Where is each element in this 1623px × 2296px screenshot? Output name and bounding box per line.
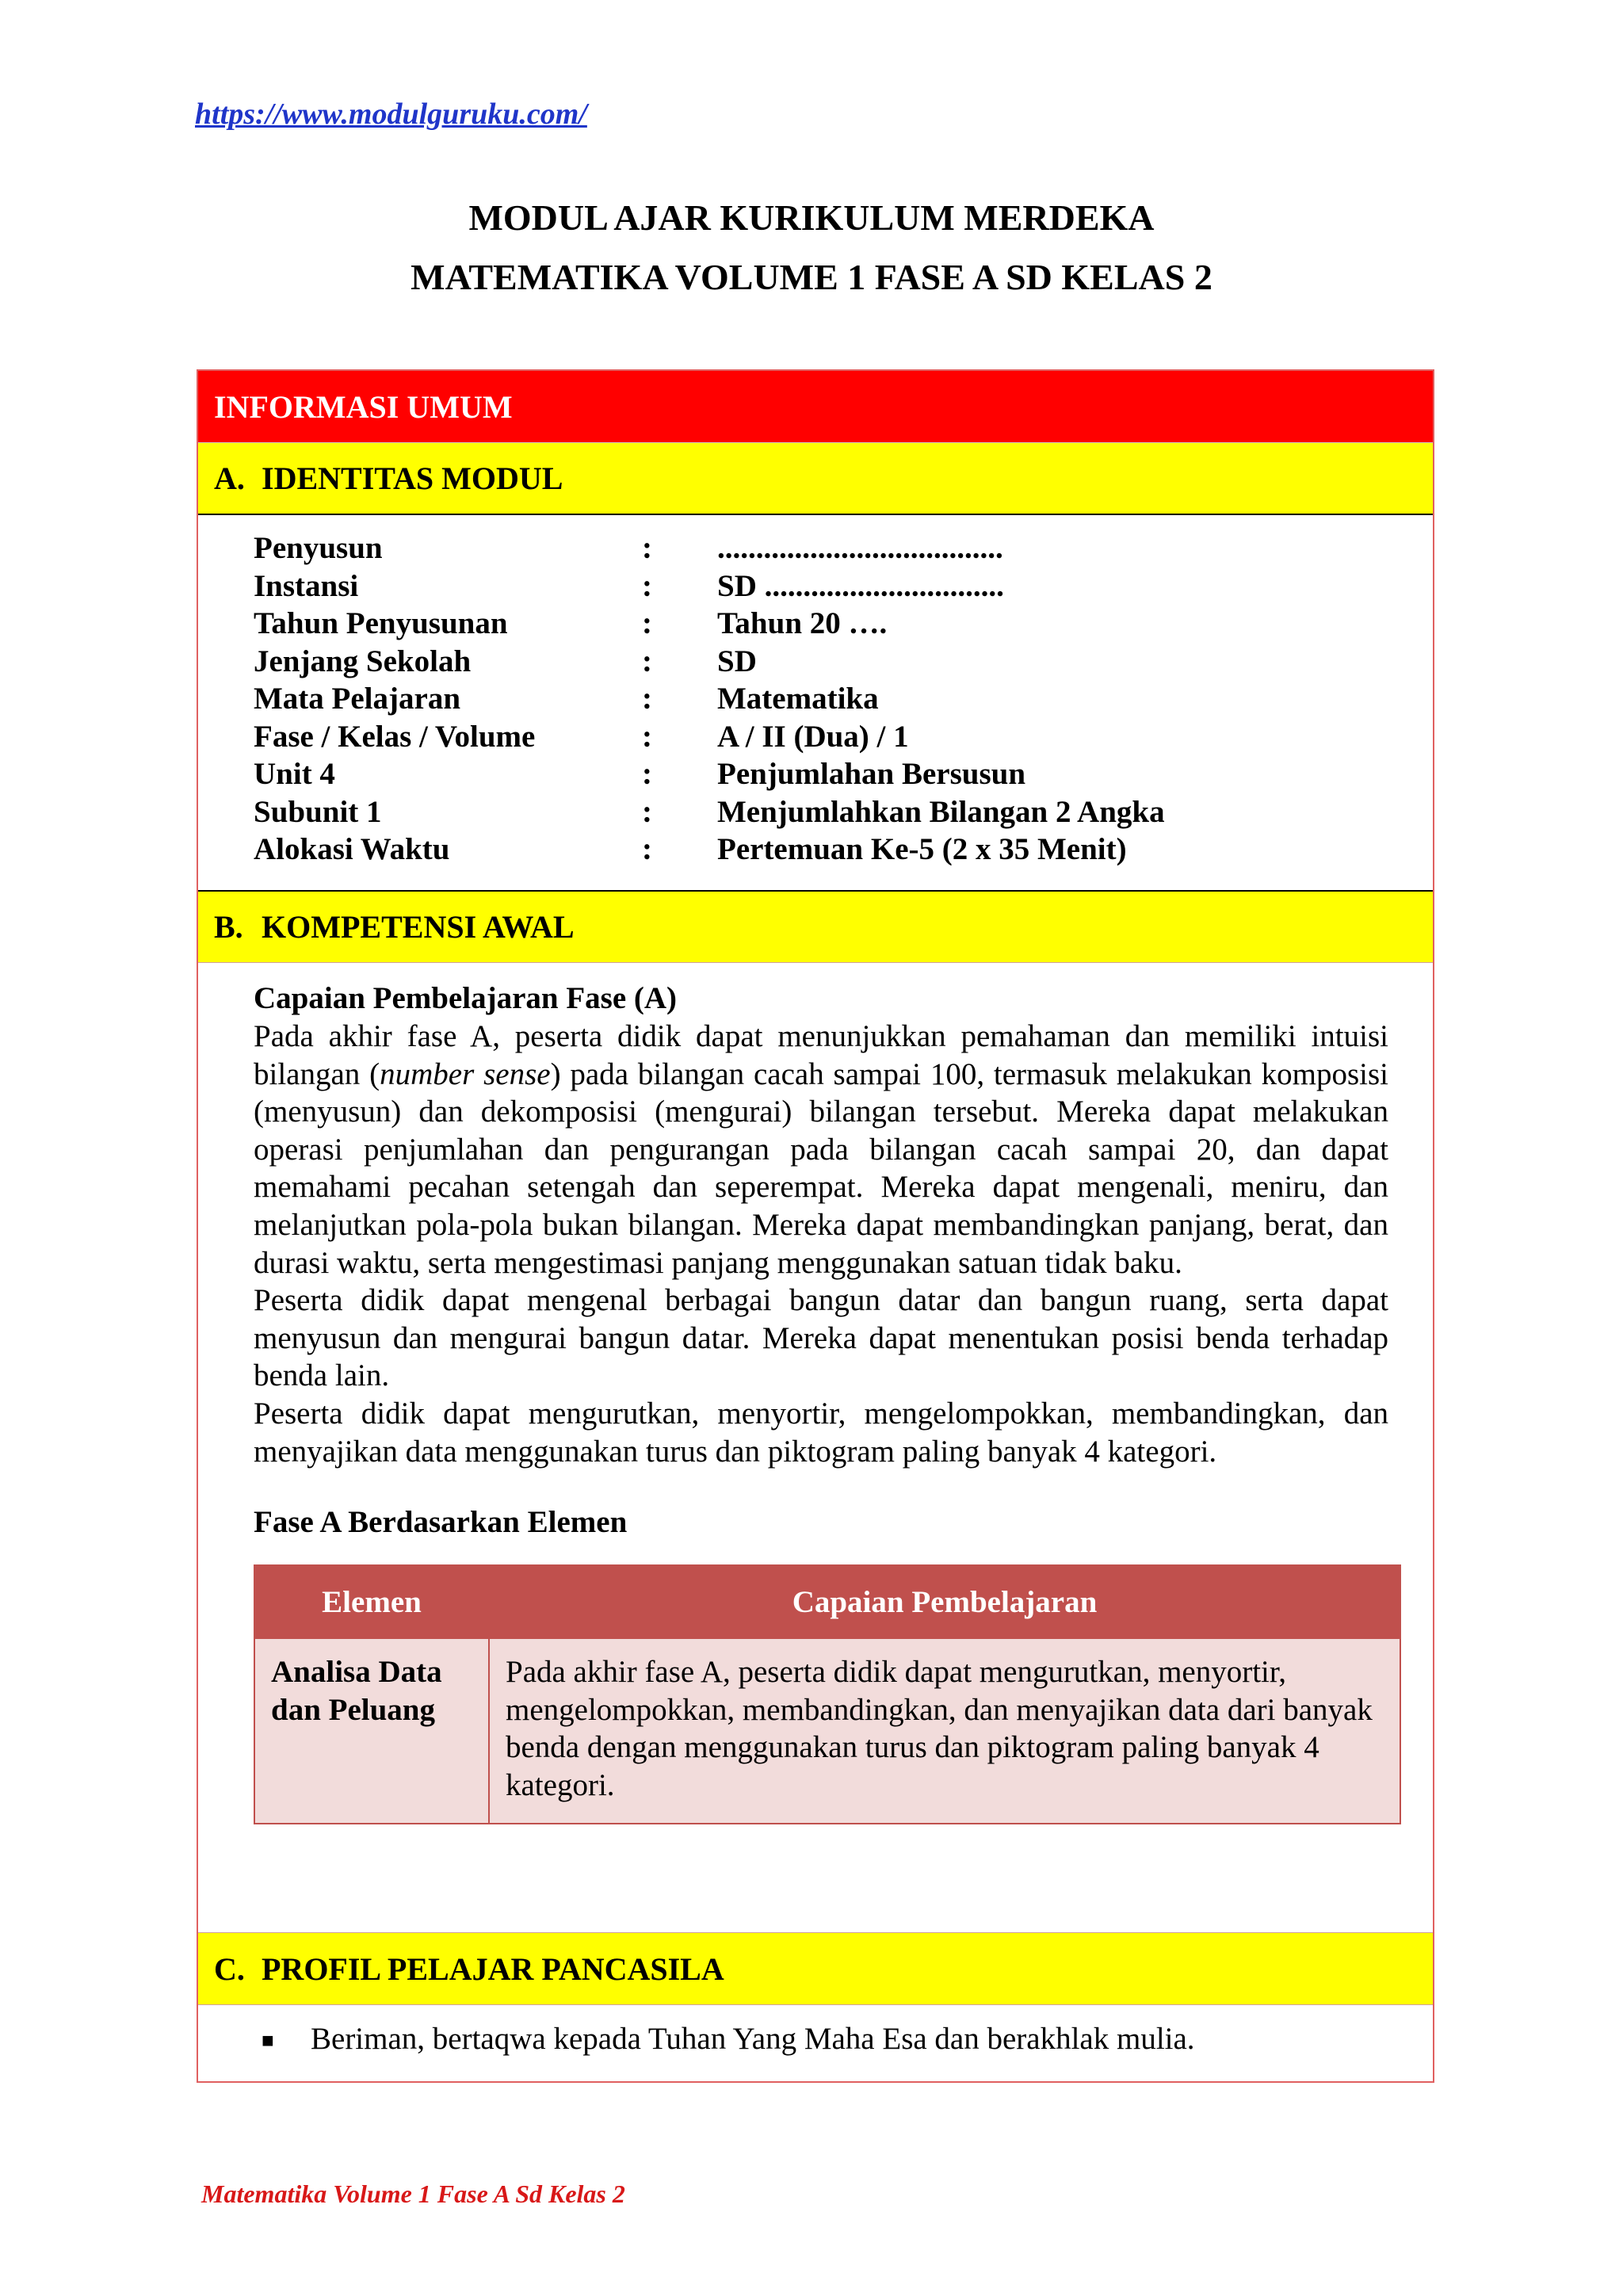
kompetensi-awal-content bbox=[254, 980, 1388, 1470]
section-b-header bbox=[198, 890, 1433, 963]
table-cell-elemen: Analisa Data dan Peluang bbox=[254, 1638, 489, 1824]
identity-colon: : bbox=[642, 644, 652, 678]
identity-colon: : bbox=[642, 531, 652, 565]
identity-label: Unit 4 bbox=[254, 757, 335, 791]
section-a-letter: A. bbox=[214, 460, 245, 496]
table-header-elemen: Elemen bbox=[254, 1565, 489, 1638]
identity-label: Fase / Kelas / Volume bbox=[254, 719, 536, 754]
identity-value: SD bbox=[717, 644, 757, 678]
section-b-letter: B. bbox=[214, 909, 243, 945]
document-title-line-1: MODUL AJAR KURIKULUM MERDEKA bbox=[468, 197, 1155, 238]
informasi-umum-label: INFORMASI UMUM bbox=[214, 388, 513, 425]
section-b-title: KOMPETENSI AWAL bbox=[262, 909, 575, 945]
table-header-row bbox=[254, 1565, 1400, 1638]
section-a-header bbox=[198, 442, 1433, 515]
section-a-title: IDENTITAS MODUL bbox=[262, 460, 563, 496]
identity-row bbox=[254, 643, 1165, 681]
section-c-header bbox=[198, 1932, 1433, 2005]
identity-value: Pertemuan Ke-5 (2 x 35 Menit) bbox=[717, 832, 1127, 866]
identity-colon: : bbox=[642, 719, 652, 754]
identity-label: Penyusun bbox=[254, 531, 383, 565]
square-bullet-icon: ■ bbox=[262, 2029, 274, 2052]
profil-bullet-text: Beriman, bertaqwa kepada Tuhan Yang Maha Esa dan berakhlak mulia. bbox=[311, 2022, 1195, 2056]
table-row bbox=[254, 1638, 1400, 1824]
footer-text: Matematika Volume 1 Fase A Sd Kelas 2 bbox=[201, 2179, 625, 2208]
section-c-title: PROFIL PELAJAR PANCASILA bbox=[262, 1950, 724, 1987]
identity-row bbox=[254, 529, 1165, 567]
section-c-letter: C. bbox=[214, 1950, 245, 1987]
identity-list bbox=[254, 529, 1165, 869]
identity-colon: : bbox=[642, 757, 652, 791]
identity-label: Subunit 1 bbox=[254, 794, 382, 829]
elemen-table bbox=[254, 1564, 1401, 1824]
identity-value: Matematika bbox=[717, 682, 879, 716]
identity-colon: : bbox=[642, 606, 652, 640]
identity-row bbox=[254, 718, 1165, 756]
identity-value: A / II (Dua) / 1 bbox=[717, 719, 909, 754]
identity-label: Alokasi Waktu bbox=[254, 832, 450, 866]
table-cell-capaian: Pada akhir fase A, peserta didik dapat mengurutkan, menyortir, mengelompokkan, membandingkan, dan menyajikan data dari banyak benda dengan menggunakan turus dan piktogram paling banyak 4 kategori. bbox=[489, 1638, 1400, 1824]
identity-colon: : bbox=[642, 682, 652, 716]
capaian-paragraph-3: Peserta didik dapat mengurutkan, menyortir, mengelompokkan, membandingkan, dan menyajikan data menggunakan turus dan piktogram paling banyak 4 kategori. bbox=[254, 1396, 1388, 1469]
identity-colon: : bbox=[642, 832, 652, 866]
identity-value: ..................................... bbox=[717, 531, 1003, 565]
identity-value: SD ............................... bbox=[717, 568, 1004, 603]
identity-label: Instansi bbox=[254, 568, 359, 603]
capaian-heading: Capaian Pembelajaran Fase (A) bbox=[254, 981, 678, 1015]
identity-row bbox=[254, 605, 1165, 643]
identity-value: Penjumlahan Bersusun bbox=[717, 757, 1026, 791]
elemen-heading: Fase A Berdasarkan Elemen bbox=[254, 1505, 628, 1539]
capaian-paragraph-2: Peserta didik dapat mengenal berbagai bangun datar dan bangun ruang, serta dapat menyusun dan mengurai bangun datar. Mereka dapat menentukan posisi benda terhadap benda lain. bbox=[254, 1283, 1388, 1393]
identity-value: Menjumlahkan Bilangan 2 Angka bbox=[717, 794, 1165, 829]
identity-colon: : bbox=[642, 794, 652, 829]
identity-value: Tahun 20 …. bbox=[717, 606, 888, 640]
capaian-paragraph-1: Pada akhir fase A, peserta didik dapat menunjukkan pemahaman dan memiliki intuisi bilangan (number sense) pada bilangan cacah sampai 100, termasuk melakukan komposisi (menyusun) dan dekomposisi (mengurai) bilangan tersebut. Mereka dapat melakukan operasi penjumlahan dan pengurangan pada bilangan cacah sampai 20, dan dapat memahami pecahan setengah dan seperempat. Mereka dapat mengenali, meniru, dan melanjutkan pola-pola bukan bilangan. Mereka dapat membandingkan panjang, berat, dan durasi waktu, serta mengestimasi panjang menggunakan satuan tidak baku. bbox=[254, 1019, 1388, 1280]
identity-row bbox=[254, 567, 1165, 606]
profil-bullet-item bbox=[262, 2021, 1195, 2061]
table-header-capaian: Capaian Pembelajaran bbox=[489, 1565, 1400, 1638]
identity-row bbox=[254, 831, 1165, 869]
document-title-line-2: MATEMATIKA VOLUME 1 FASE A SD KELAS 2 bbox=[411, 257, 1212, 297]
identity-label: Mata Pelajaran bbox=[254, 682, 461, 716]
identity-colon: : bbox=[642, 568, 652, 603]
informasi-umum-bar bbox=[198, 371, 1433, 442]
module-info-box bbox=[197, 369, 1434, 2083]
header-url-link[interactable]: https://www.modulguruku.com/ bbox=[195, 97, 587, 131]
identity-row bbox=[254, 793, 1165, 831]
identity-label: Tahun Penyusunan bbox=[254, 606, 508, 640]
number-sense-italic: number sense bbox=[380, 1056, 551, 1091]
identity-row bbox=[254, 755, 1165, 793]
identity-label: Jenjang Sekolah bbox=[254, 644, 472, 678]
identity-row bbox=[254, 680, 1165, 718]
